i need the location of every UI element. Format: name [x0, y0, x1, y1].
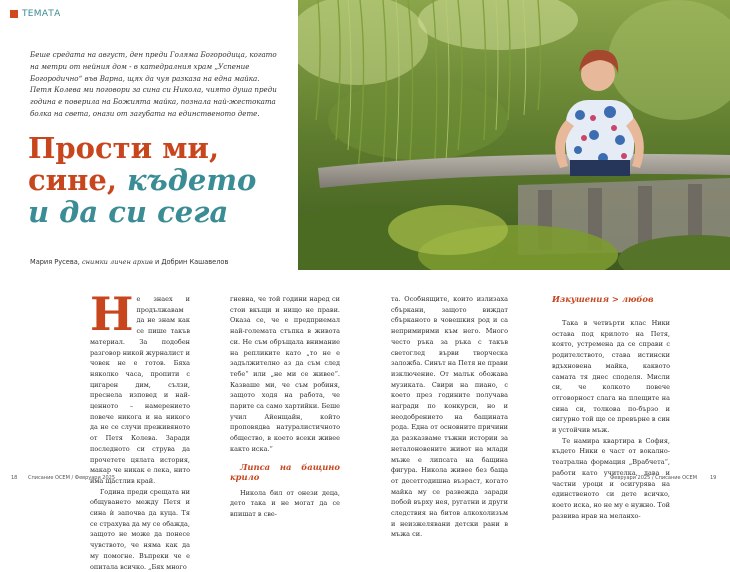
hero-photo — [298, 0, 730, 270]
article-column-2 — [230, 294, 340, 520]
magazine-name-right: Февруари 2025 / Списание ОСЕМ — [610, 475, 698, 481]
page-number-right: 19 — [710, 475, 717, 481]
section-tag — [10, 9, 61, 19]
section-marker-icon — [10, 10, 18, 18]
article-headline — [28, 132, 308, 228]
headline-line-2b: където — [127, 163, 257, 197]
column-1-paragraph-2: Година преди срещата ни общуването между Петя и сина ѝ започва да куца. Тя се страхува да му се обажда, защото не може да понесе чувството, че няма как да му помогне. Въпреки че е опитала всичко. „Бях много — [90, 487, 190, 571]
magazine-name-left: Списание ОСЕМ / Февруари 2025 — [28, 475, 116, 481]
byline-author: Мария Русева, — [30, 258, 80, 266]
article-column-1 — [90, 287, 191, 572]
article-column-4 — [552, 294, 670, 521]
headline-line-1: Прости ми, — [28, 131, 220, 165]
column-4-paragraph-2: Те намира квартира в София, където Ники е част от вокално-театрална формация „Врабчета“, работи като учителка, дава и частни уроци и осигурява на единственото си дете всичко, което иска, но не му е нужно. Той развива нрав на меланхо- — [552, 436, 670, 520]
subhead-temptations-love: Изкушения > любов — [552, 294, 654, 304]
article-column-3 — [391, 294, 508, 540]
headline-line-3: и да си сега — [28, 195, 229, 229]
subhead-fatherly-wing: Липса на бащино крило — [230, 461, 340, 482]
page-number-left: 18 — [11, 475, 18, 481]
column-4-paragraph-1: Така в четвърти клас Ники остава под крилото на Петя, която, устремена да се справи с родителството, става истински вдъхновена майка, каквото самата тя днес споделя. Мисли си, че колкото повече отговорност слага на плещите на сина си, толкова по-бързо и сигурно той ще се превърне в син и устойчив мъж. — [552, 319, 670, 435]
byline-rest: и Добрин Кашавелов — [154, 258, 229, 266]
byline — [30, 258, 228, 266]
column-3-paragraph-1: та. Особнящите, които излизаха сбъркани, защото виждат сбърканото в човешкия род и са непримирими към него. Много често ръка за ръка с такъв светоглед върви творческа заложба. Синът на Петя не прави изключение. От малък обожава музиката. Свири на пиано, с което през годините получава награди по конкурси, но и неодобрението на бащината рода. Една от основните причини да разказваме тъжни истории за неталоновените живот на млади мъже е липсата на бащина фигура. Никола живее без баща от десетгодишна възраст, когато майка му се развежда заради побой върху нея, ругатни и други следствия на битов алкохолизъм и неизжелявани детски рани в мъжа си. — [391, 295, 508, 539]
lead-paragraph: Беше средата на август, ден преди Голяма Богородица, когато на метри от нейния дом - в катедралния храм „Успение Богородично“ във Варна, щях да чуя разказа на една майка. Петя Колева ми поговори за сина си Никола, чиято душа преди година е поверила на Божията майка, познала най-жестоката болка на света, онази от загубата на единственото дете. — [30, 50, 277, 118]
column-2-paragraph-1: гневна, че той години наред си стои вкъщи и нищо не прави. Оказа се, че е предприемал най-големата стъпка в живота си. Не съм обръщала внимание на репликите като „то не е задължително аз да съм след тебе“ или „не ми се живее“. Казваше ми, че съм робиня, защото ходя на работа, че парите са само хартийки. Беше учил Айенщайн, който проповядва натуралистичното общество, в което всеки живее както иска.“ — [230, 295, 340, 453]
hero-photo-illustration — [298, 0, 730, 270]
section-label: ТЕМАТА — [22, 9, 61, 19]
headline-line-2a: сине, — [28, 163, 128, 197]
column-1-paragraph-1: е знаех и продължавам да не знам как се пише такъв материал. За подобен разговор никой журналист и човек не е готов. Бяха няколко часа, пропити с цигарен дим, сълзи, преснела изповед и най-ценното – намерението повече никога и на никого да не се случи преживяното от Петя Колева. Заради последното си струва да прочетете цялата история, макар че никак е лека, нито има щастлив край. — [90, 295, 191, 485]
byline-credit: снимки личен архив — [81, 258, 153, 266]
drop-cap: Н — [90, 287, 134, 341]
column-2-paragraph-2: Никола бил от онези деца, дето така и не могат да се впишат в све- — [230, 488, 340, 518]
